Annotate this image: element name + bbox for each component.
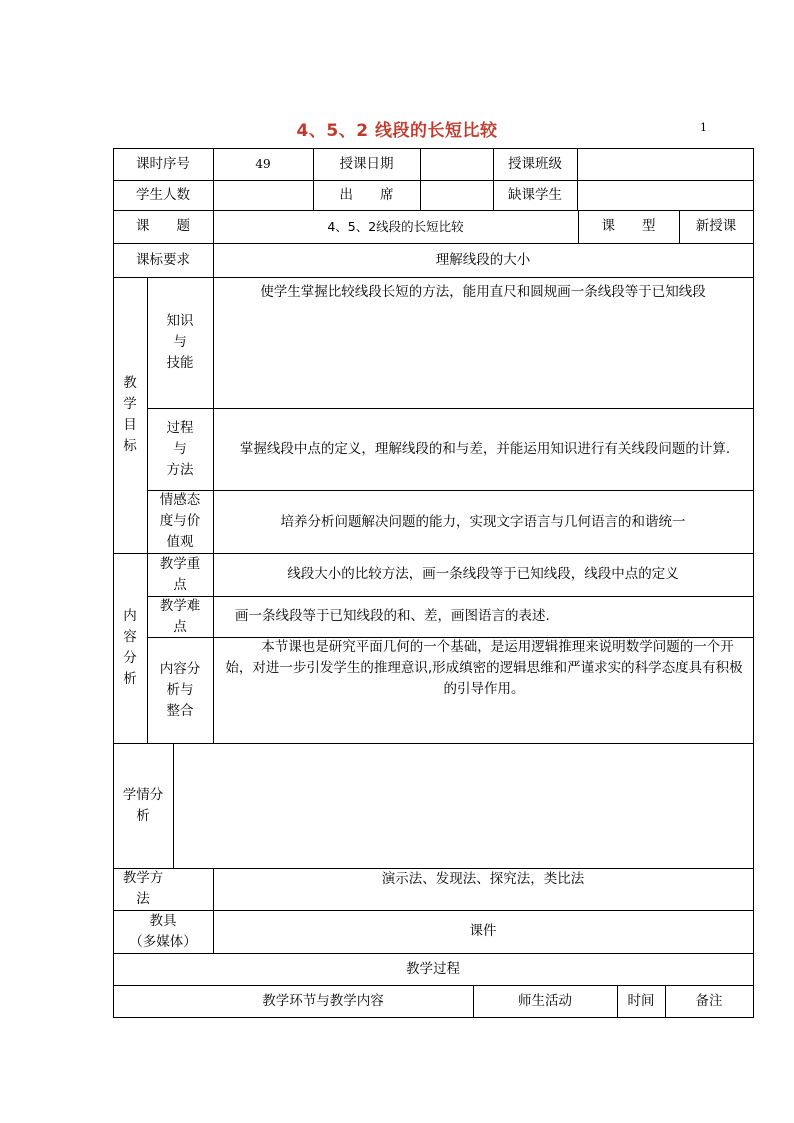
student-count-value bbox=[213, 180, 313, 210]
lesson-number-label: 课时序号 bbox=[136, 155, 190, 172]
teaching-tools-label: 教具 （多媒体） bbox=[129, 912, 197, 950]
teaching-tools-value: 课件 bbox=[469, 923, 497, 939]
teaching-date-label: 授课日期 bbox=[339, 155, 394, 172]
emotion-values-label: 情感态 度与价 值观 bbox=[159, 492, 201, 550]
lesson-number-value: 49 bbox=[255, 156, 271, 171]
difficult-points-value: 画一条线段等于已知线段的和、差，画图语言的表述. bbox=[235, 608, 550, 624]
page-number: 1 bbox=[700, 121, 707, 134]
teaching-goals-label: 教 学 目 标 bbox=[123, 375, 137, 454]
attendance-value bbox=[420, 180, 493, 210]
column-header-activity: 师生活动 bbox=[518, 992, 572, 1009]
process-method-label: 过程 与 方法 bbox=[166, 419, 194, 478]
standard-requirement-label: 课标要求 bbox=[136, 251, 190, 268]
emotion-values-value: 培养分析问题解决问题的能力，实现文字语言与几何语言的和谐统一 bbox=[280, 514, 686, 530]
lesson-type-label: 课 型 bbox=[601, 218, 656, 234]
content-analysis-label: 内 容 分 析 bbox=[123, 608, 137, 687]
teaching-process-title: 教学过程 bbox=[406, 960, 460, 977]
student-count-label: 学生人数 bbox=[136, 186, 190, 203]
attendance-label: 出 席 bbox=[339, 186, 394, 203]
topic-value: 4、5、2线段的长短比较 bbox=[327, 219, 464, 234]
learning-situation-value bbox=[173, 743, 753, 868]
knowledge-skills-label: 知识 与 技能 bbox=[166, 313, 194, 371]
learning-situation-label: 学情分 析 bbox=[122, 786, 164, 824]
absent-students-label: 缺课学生 bbox=[508, 186, 562, 203]
difficult-points-label: 教学难 点 bbox=[159, 597, 201, 635]
key-points-label: 教学重 点 bbox=[159, 555, 201, 593]
lesson-type-value: 新授课 bbox=[695, 218, 737, 234]
document-title: 4、5、2 线段的长短比较 bbox=[296, 121, 498, 141]
column-header-content: 教学环节与教学内容 bbox=[262, 992, 384, 1009]
content-integration-value: 本节课也是研究平面几何的一个基础，是运用逻辑推理来说明数学问题的一个开始，对进一步引发学生的推理意识,形成缜密的逻辑思维和严谨求实的科学态度具有积极的引导作用。 bbox=[225, 639, 743, 697]
column-header-time: 时间 bbox=[627, 992, 655, 1009]
standard-requirement-value: 理解线段的大小 bbox=[435, 251, 531, 268]
teaching-method-label: 教学方 法 bbox=[122, 870, 164, 907]
knowledge-skills-value: 使学生掌握比较线段长短的方法，能用直尺和圆规画一条线段等于已知线段 bbox=[260, 284, 706, 300]
teaching-class-value bbox=[577, 148, 753, 180]
topic-label: 课 题 bbox=[136, 218, 190, 234]
teaching-class-label: 授课班级 bbox=[508, 155, 562, 172]
table-line bbox=[113, 1017, 754, 1018]
absent-students-value bbox=[577, 180, 753, 210]
teaching-date-value bbox=[420, 148, 493, 180]
teaching-method-value: 演示法、发现法、探究法，类比法 bbox=[381, 871, 585, 887]
key-points-value: 线段大小的比较方法，画一条线段等于已知线段，线段中点的定义 bbox=[287, 566, 679, 582]
content-integration-label: 内容分 析与 整合 bbox=[159, 660, 201, 719]
table-border-right bbox=[753, 148, 754, 1018]
process-method-value: 掌握线段中点的定义，理解线段的和与差，并能运用知识进行有关线段问题的计算. bbox=[239, 440, 731, 457]
column-header-notes: 备注 bbox=[695, 992, 723, 1009]
